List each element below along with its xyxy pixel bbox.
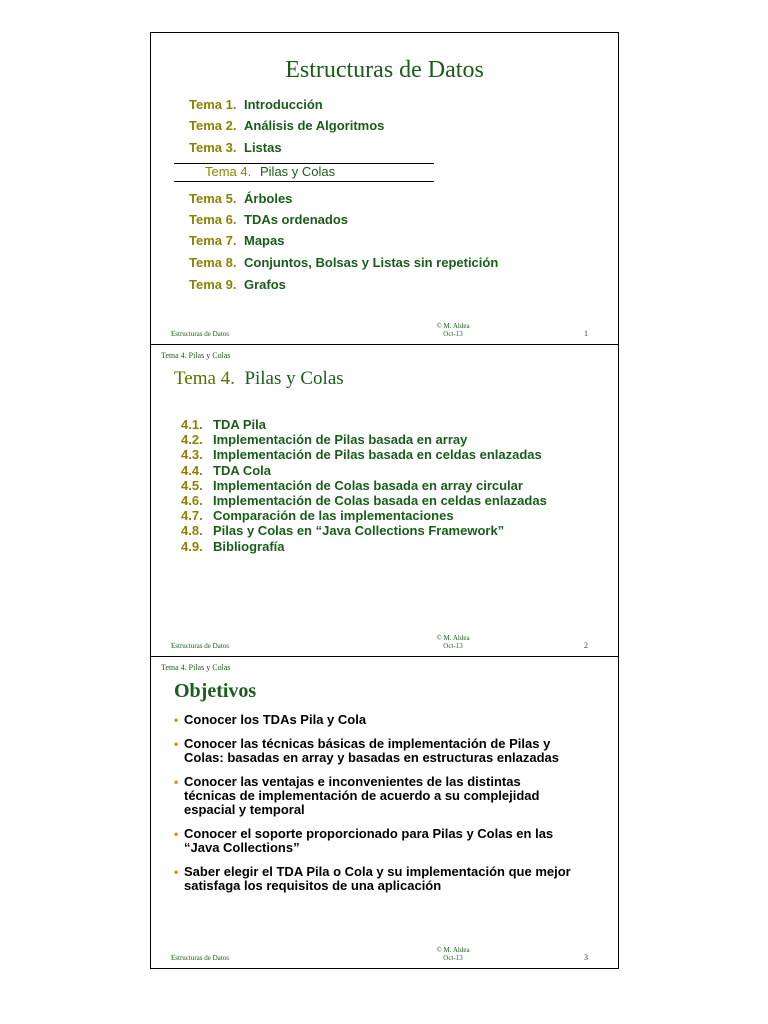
list-item <box>174 713 574 727</box>
footer-credit <box>423 634 483 650</box>
footer-author: © M. Aldea <box>436 946 470 954</box>
topic-item <box>189 118 384 133</box>
section-number: 4.2. <box>181 432 203 447</box>
section-item <box>181 417 266 432</box>
topic-item <box>189 97 323 112</box>
topic-item-current <box>205 164 335 179</box>
section-number: 4.5. <box>181 478 203 493</box>
section-item <box>181 523 504 538</box>
footer-date: Oct-13 <box>443 330 463 338</box>
title-number: Tema 4. <box>174 368 235 389</box>
footer-course: Estructuras de Datos <box>171 954 229 962</box>
footer-credit <box>423 946 483 962</box>
footer-course: Estructuras de Datos <box>171 642 229 650</box>
topic-number: Tema 7. <box>189 233 237 248</box>
page-number: 3 <box>584 953 588 962</box>
bullet-icon: • <box>174 865 179 879</box>
footer-course: Estructuras de Datos <box>171 330 229 338</box>
section-label: Implementación de Colas basada en celdas enlazadas <box>213 493 547 508</box>
list-item <box>174 827 574 855</box>
section-item <box>181 508 454 523</box>
footer-date: Oct-13 <box>443 642 463 650</box>
page-number: 2 <box>584 641 588 650</box>
topic-number: Tema 2. <box>189 118 237 133</box>
topic-label: Análisis de Algoritmos <box>244 118 385 133</box>
footer-date: Oct-13 <box>443 954 463 962</box>
topic-label: Grafos <box>244 277 286 292</box>
objectives-list <box>174 713 574 903</box>
bullet-icon: • <box>174 775 179 789</box>
topic-label: Árboles <box>244 191 293 206</box>
slide-title <box>174 368 344 390</box>
topic-number: Tema 5. <box>189 191 237 206</box>
slide-title: Estructuras de Datos <box>285 57 484 83</box>
bullet-text: Conocer el soporte proporcionado para Pilas y Colas en las “Java Collections” <box>184 826 554 855</box>
slide-1 <box>150 32 619 345</box>
slide-header: Tema 4. Pilas y Colas <box>161 351 231 360</box>
section-label: TDA Pila <box>213 417 266 432</box>
section-label: Implementación de Pilas basada en array <box>213 432 468 447</box>
topic-label: Conjuntos, Bolsas y Listas sin repetición <box>244 255 499 270</box>
section-number: 4.3. <box>181 447 203 462</box>
topic-item <box>189 191 292 206</box>
topic-label: Introducción <box>244 97 323 112</box>
section-number: 4.1. <box>181 417 203 432</box>
section-label: Bibliografía <box>213 539 285 554</box>
slide-title: Objetivos <box>174 680 257 702</box>
bullet-text: Conocer las técnicas básicas de implementación de Pilas y Colas: basadas en array y basadas en estructuras enlazadas <box>184 736 560 765</box>
footer-author: © M. Aldea <box>436 634 470 642</box>
section-item <box>181 493 547 508</box>
section-label: TDA Cola <box>213 463 272 478</box>
topic-number: Tema 9. <box>189 277 237 292</box>
list-item <box>174 775 574 817</box>
bullet-icon: • <box>174 737 179 751</box>
section-number: 4.4. <box>181 463 203 478</box>
bullet-icon: • <box>174 827 179 841</box>
topic-item <box>189 277 286 292</box>
topic-label: TDAs ordenados <box>244 212 349 227</box>
section-number: 4.6. <box>181 493 203 508</box>
list-item <box>174 865 574 893</box>
title-text: Pilas y Colas <box>244 368 344 389</box>
topic-number: Tema 4. <box>205 164 252 179</box>
section-item <box>181 539 285 554</box>
section-item <box>181 478 523 493</box>
bullet-text: Conocer los TDAs Pila y Cola <box>184 712 367 727</box>
section-item <box>181 432 467 447</box>
slide-3 <box>150 656 619 969</box>
slide-header: Tema 4. Pilas y Colas <box>161 663 231 672</box>
slide-2 <box>150 344 619 657</box>
section-label: Comparación de las implementaciones <box>213 508 454 523</box>
bullet-text: Saber elegir el TDA Pila o Cola y su implementación que mejor satisfaga los requisitos de una aplicación <box>184 864 571 893</box>
section-label: Implementación de Pilas basada en celdas enlazadas <box>213 447 542 462</box>
topic-number: Tema 8. <box>189 255 237 270</box>
topic-label: Listas <box>244 140 282 155</box>
bullet-icon: • <box>174 713 179 727</box>
topic-number: Tema 1. <box>189 97 237 112</box>
bullet-text: Conocer las ventajas e inconvenientes de las distintas técnicas de implementación de acuerdo a su complejidad espacial y temporal <box>184 774 540 817</box>
section-number: 4.7. <box>181 508 203 523</box>
topic-label: Mapas <box>244 233 285 248</box>
topic-item <box>189 140 282 155</box>
section-item <box>181 463 271 478</box>
page-number: 1 <box>584 329 588 338</box>
section-label: Implementación de Colas basada en array circular <box>213 478 523 493</box>
section-label: Pilas y Colas en “Java Collections Framework” <box>213 523 505 538</box>
footer-author: © M. Aldea <box>436 322 470 330</box>
footer-credit <box>423 322 483 338</box>
highlight-bottom-rule <box>174 181 434 182</box>
topic-item <box>189 233 284 248</box>
topic-number: Tema 6. <box>189 212 237 227</box>
list-item <box>174 737 574 765</box>
section-number: 4.9. <box>181 539 203 554</box>
topic-number: Tema 3. <box>189 140 237 155</box>
topic-item <box>189 212 348 227</box>
topic-label: Pilas y Colas <box>260 164 336 179</box>
section-number: 4.8. <box>181 523 203 538</box>
section-item <box>181 447 542 462</box>
topic-item <box>189 255 498 270</box>
